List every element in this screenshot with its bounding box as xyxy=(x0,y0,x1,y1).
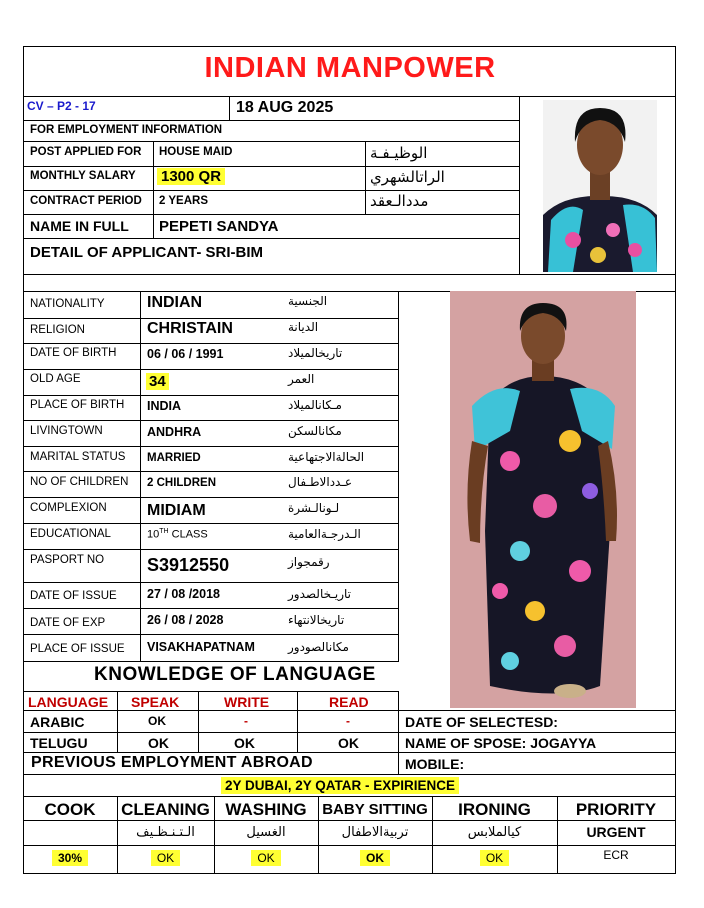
previous-employment-heading: PREVIOUS EMPLOYMENT ABROAD xyxy=(31,754,313,771)
priority-urgent: URGENT xyxy=(586,824,646,840)
lang-col-speak: SPEAK xyxy=(131,694,180,710)
ironing-value-cell xyxy=(432,849,557,867)
children-value: 2 CHILDREN xyxy=(147,477,217,489)
education-label: EDUCATIONAL xyxy=(30,528,111,540)
skill-cook: COOK xyxy=(44,800,96,819)
age-label: OLD AGE xyxy=(30,373,81,385)
salary-arabic: الراتالشهري xyxy=(370,168,445,186)
post-label: POST APPLIED FOR xyxy=(30,146,142,158)
applicant-portrait-small xyxy=(543,100,657,272)
livingtown-arabic: مكانالسكن xyxy=(288,424,342,438)
ironing-value: OK xyxy=(480,850,509,866)
baby-sitting-arabic: تربيةالاطفال xyxy=(341,825,409,840)
skill-ironing: IRONING xyxy=(458,800,531,819)
issue-place-label: PLACE OF ISSUE xyxy=(30,643,125,655)
lang-col-language: LANGUAGE xyxy=(28,694,109,710)
cook-value: 30% xyxy=(52,850,88,866)
nationality-value: INDIAN xyxy=(147,294,203,311)
telugu-speak: OK xyxy=(148,735,169,751)
marital-label: MARITAL STATUS xyxy=(30,451,126,463)
dob-label: DATE OF BIRTH xyxy=(30,347,117,359)
marital-arabic: الحالةالاجتهاعية xyxy=(288,450,365,464)
education-value xyxy=(147,528,208,541)
lang-col-write: WRITE xyxy=(224,694,270,710)
cv-date: 18 AUG 2025 xyxy=(236,99,334,116)
baby-sitting-value-cell xyxy=(318,849,432,867)
cv-code: CV – P2 - 17 xyxy=(27,99,96,113)
livingtown-value: ANDHRA xyxy=(147,425,202,439)
spouse-name: NAME OF SPOSE: JOGAYYA xyxy=(405,735,597,751)
issue-date-value: 27 / 08 /2018 xyxy=(147,587,220,601)
detail-heading: DETAIL OF APPLICANT- SRI-BIM xyxy=(30,244,264,261)
salary-label: MONTHLY SALARY xyxy=(30,170,136,182)
telugu-read: OK xyxy=(338,735,359,751)
complexion-value: MIDIAM xyxy=(147,502,206,519)
arabic-write: - xyxy=(244,714,248,728)
issue-place-value: VISAKHAPATNAM xyxy=(147,640,255,654)
exp-date-value: 26 / 08 / 2028 xyxy=(147,613,224,627)
exp-date-label: DATE OF EXP xyxy=(30,617,106,629)
language-heading: KNOWLEDGE OF LANGUAGE xyxy=(94,664,376,685)
issue-place-arabic: مكانالصودور xyxy=(288,640,349,654)
mobile: MOBILE: xyxy=(405,756,465,772)
dob-value: 06 / 06 / 1991 xyxy=(147,347,224,361)
previous-employment-value: 2Y DUBAI, 2Y QATAR - EXPIRIENCE xyxy=(221,777,459,794)
applicant-portrait-full xyxy=(450,291,636,708)
livingtown-label: LIVINGTOWN xyxy=(30,425,103,437)
issue-date-label: DATE OF ISSUE xyxy=(30,590,117,602)
birthplace-arabic: مـكانالميلاد xyxy=(288,398,342,412)
marital-value: MARRIED xyxy=(147,452,201,464)
cleaning-arabic: الـتـنـظـيف xyxy=(136,825,195,840)
employment-section-label: FOR EMPLOYMENT INFORMATION xyxy=(30,124,223,136)
contract-arabic: مددالـعقد xyxy=(370,192,429,210)
birthplace-value: INDIA xyxy=(147,399,182,413)
passport-value: S3912550 xyxy=(147,555,230,575)
children-arabic: عـددالاطـفال xyxy=(288,475,353,489)
washing-value-cell xyxy=(214,849,318,867)
complexion-arabic: لـونالـشرة xyxy=(288,501,340,515)
religion-label: RELIGION xyxy=(30,324,85,336)
priority-ecr: ECR xyxy=(603,848,629,862)
salary-value: 1300 QR xyxy=(157,168,225,185)
lang-row-arabic: ARABIC xyxy=(30,714,85,730)
page-title: INDIAN MANPOWER xyxy=(204,52,496,84)
skill-cleaning: CLEANING xyxy=(121,800,210,819)
ironing-arabic: كيالملابس xyxy=(467,825,522,840)
post-arabic: الوظيـفـة xyxy=(370,144,428,162)
children-label: NO OF CHILDREN xyxy=(30,476,129,488)
baby-sitting-value: OK xyxy=(360,850,390,866)
arabic-speak: OK xyxy=(148,714,166,728)
birthplace-label: PLACE OF BIRTH xyxy=(30,399,125,411)
skill-washing: WASHING xyxy=(225,800,307,819)
age-arabic: العمر xyxy=(288,372,315,386)
contract-label: CONTRACT PERIOD xyxy=(30,195,142,207)
passport-arabic: رقمجواز xyxy=(288,555,330,569)
skill-priority: PRIORITY xyxy=(575,800,657,819)
name-label: NAME IN FULL xyxy=(30,218,129,234)
dob-arabic: تاريخالميلاد xyxy=(288,346,343,360)
exp-date-arabic: تاريخالانتهاء xyxy=(288,613,345,627)
skill-baby-sitting: BABY SITTING xyxy=(322,801,428,818)
age-value: 34 xyxy=(146,373,169,390)
washing-arabic: الغسيل xyxy=(246,825,286,840)
complexion-label: COMPLEXION xyxy=(30,502,107,514)
lang-row-telugu: TELUGU xyxy=(30,735,88,751)
cleaning-value: OK xyxy=(151,850,180,866)
contract-value: 2 YEARS xyxy=(159,195,209,207)
telugu-write: OK xyxy=(234,735,255,751)
date-selected: DATE OF SELECTESD: xyxy=(405,714,558,730)
cook-value-cell xyxy=(23,849,117,867)
education-value-post: CLASS xyxy=(168,528,208,541)
washing-value: OK xyxy=(251,850,280,866)
cleaning-value-cell xyxy=(117,849,214,867)
post-value: HOUSE MAID xyxy=(159,146,233,158)
nationality-arabic: الجنسية xyxy=(288,294,328,308)
education-arabic: الـدرجـةالعامية xyxy=(288,527,361,541)
education-value-pre: 10 xyxy=(147,528,160,541)
religion-arabic: الديانة xyxy=(288,320,319,334)
education-value-sup: TH xyxy=(159,528,169,535)
name-value: PEPETI SANDYA xyxy=(159,218,279,235)
religion-value: CHRISTAIN xyxy=(147,320,233,337)
nationality-label: NATIONALITY xyxy=(30,298,105,310)
arabic-read: - xyxy=(346,714,350,728)
passport-label: PASPORT NO xyxy=(30,554,105,566)
lang-col-read: READ xyxy=(329,694,369,710)
issue-date-arabic: تاريـخالصدور xyxy=(288,587,351,601)
